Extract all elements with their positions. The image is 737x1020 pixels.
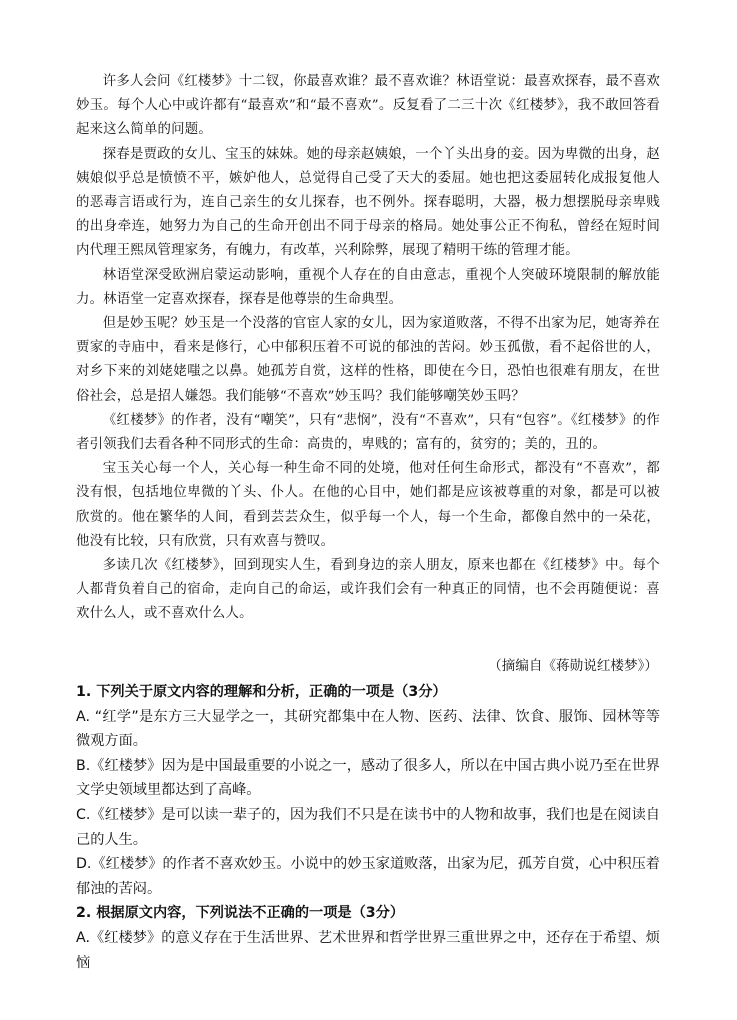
option-a: A. “红学”是东方三大显学之一，其研究都集中在人物、医药、法律、饮食、服饰、园林等等微观方面。 (76, 708, 660, 750)
passage-paragraph-1: 许多人会问《红楼梦》十二钗，你最喜欢谁？最不喜欢谁？林语堂说：最喜欢探春，最不喜欢妙玉。每个人心中或许都有“最喜欢”和“最不喜欢”。反复看了二三十次《红楼梦》，我不敢回答看起来这么简单的问题。 (76, 74, 661, 138)
question-2 (76, 901, 660, 975)
passage-paragraph-5: 《红楼梦》的作者，没有“嘲笑”，只有“悲悯”，没有“不喜欢”，只有“包容”。《红楼梦》的作者引领我们去看各种不同形式的生命：高贵的，卑贱的；富有的，贫穷的；美的，丑的。 (76, 412, 660, 453)
passage-paragraph-6: 宝玉关心每一个人，关心每一种生命不同的处境，他对任何生命形式，都没有“不喜欢”，都没有恨，包括地位卑微的丫头、仆人。在他的心目中，她们都是应该被尊重的对象，都是可以被欣赏的。他在繁华的人间，看到芸芸众生，似乎每一个人，每一个生命，都像自然中的一朵花，他没有比较，只有欣赏，只有欢喜与赞叹。 (76, 461, 660, 549)
question-title: 1. 下列关于原文内容的理解和分析，正确的一项是（3分） (76, 684, 447, 700)
option-a: A.《红楼梦》的意义存在于生活世界、艺术世界和哲学世界三重世界之中，还存在于希望、烦恼 (76, 929, 660, 971)
reading-passage (76, 70, 660, 627)
passage-paragraph-3: 林语堂深受欧洲启蒙运动影响，重视个人存在的自由意志，重视个人突破环境限制的解放能力。林语堂一定喜欢探春，探春是他尊崇的生命典型。 (76, 267, 660, 307)
question-list (76, 680, 660, 975)
question-title: 2. 根据原文内容，下列说法不正确的一项是（3分） (76, 905, 405, 922)
option-d: D.《红楼梦》的作者不喜欢妙玉。小说中的妙玉家道败落，出家为尼，孤芳自赏，心中积压着郁浊的苦闷。 (76, 856, 660, 897)
passage-paragraph-2: 探春是贾政的女儿、宝玉的妹妹。她的母亲赵姨娘，一个丫头出身的妾。因为卑微的出身，赵姨娘似乎总是愤愤不平，嫉妒他人，总觉得自己受了天大的委屈。她也把这委屈转化成报复他人的恶毒言语或行为，连自己亲生的女儿探春，也不例外。探春聪明，大器，极力想摆脱母亲卑贱的出身牵连，她努力为自己的生命开创出不同于母亲的格局。她处事公正不徇私，曾经在短时间内代理王熙凤管理家务，有魄力，有改革，兴利除弊，展现了精明干练的管理才能。 (76, 146, 661, 259)
passage-source: （摘编自《蒋勋说红楼梦》） (488, 658, 658, 674)
option-b: B.《红楼梦》因为是中国最重要的小说之一，感动了很多人，所以在中国古典小说乃至在世界文学史领域里都达到了高峰。 (76, 757, 660, 799)
option-c: C.《红楼梦》是可以读一辈子的，因为我们不只是在读书中的人物和故事，我们也是在阅读自己的人生。 (76, 806, 660, 848)
question-1 (76, 680, 660, 901)
passage-paragraph-7: 多读几次《红楼梦》，回到现实人生，看到身边的亲人朋友，原来也都在《红楼梦》中。每个人都背负着自己的宿命，走向自己的命运，或许我们会有一种真正的同情，也不会再随便说：喜欢什么人，或不喜欢什么人。 (76, 558, 660, 622)
passage-paragraph-4: 但是妙玉呢？妙玉是一个没落的官宦人家的女儿，因为家道败落，不得不出家为尼，她寄养在贾家的寺庙中，看来是修行，心中郁积压着不可说的郁浊的苦闷。妙玉孤傲，看不起俗世的人，对乡下来的刘姥姥嗤之以鼻。她孤芳自赏，这样的性格，即使在今日，恐怕也很难有朋友，在世俗社会，总是招人嫌怨。我们能够“不喜欢”妙玉吗？我们能够嘲笑妙玉吗？ (76, 316, 661, 404)
